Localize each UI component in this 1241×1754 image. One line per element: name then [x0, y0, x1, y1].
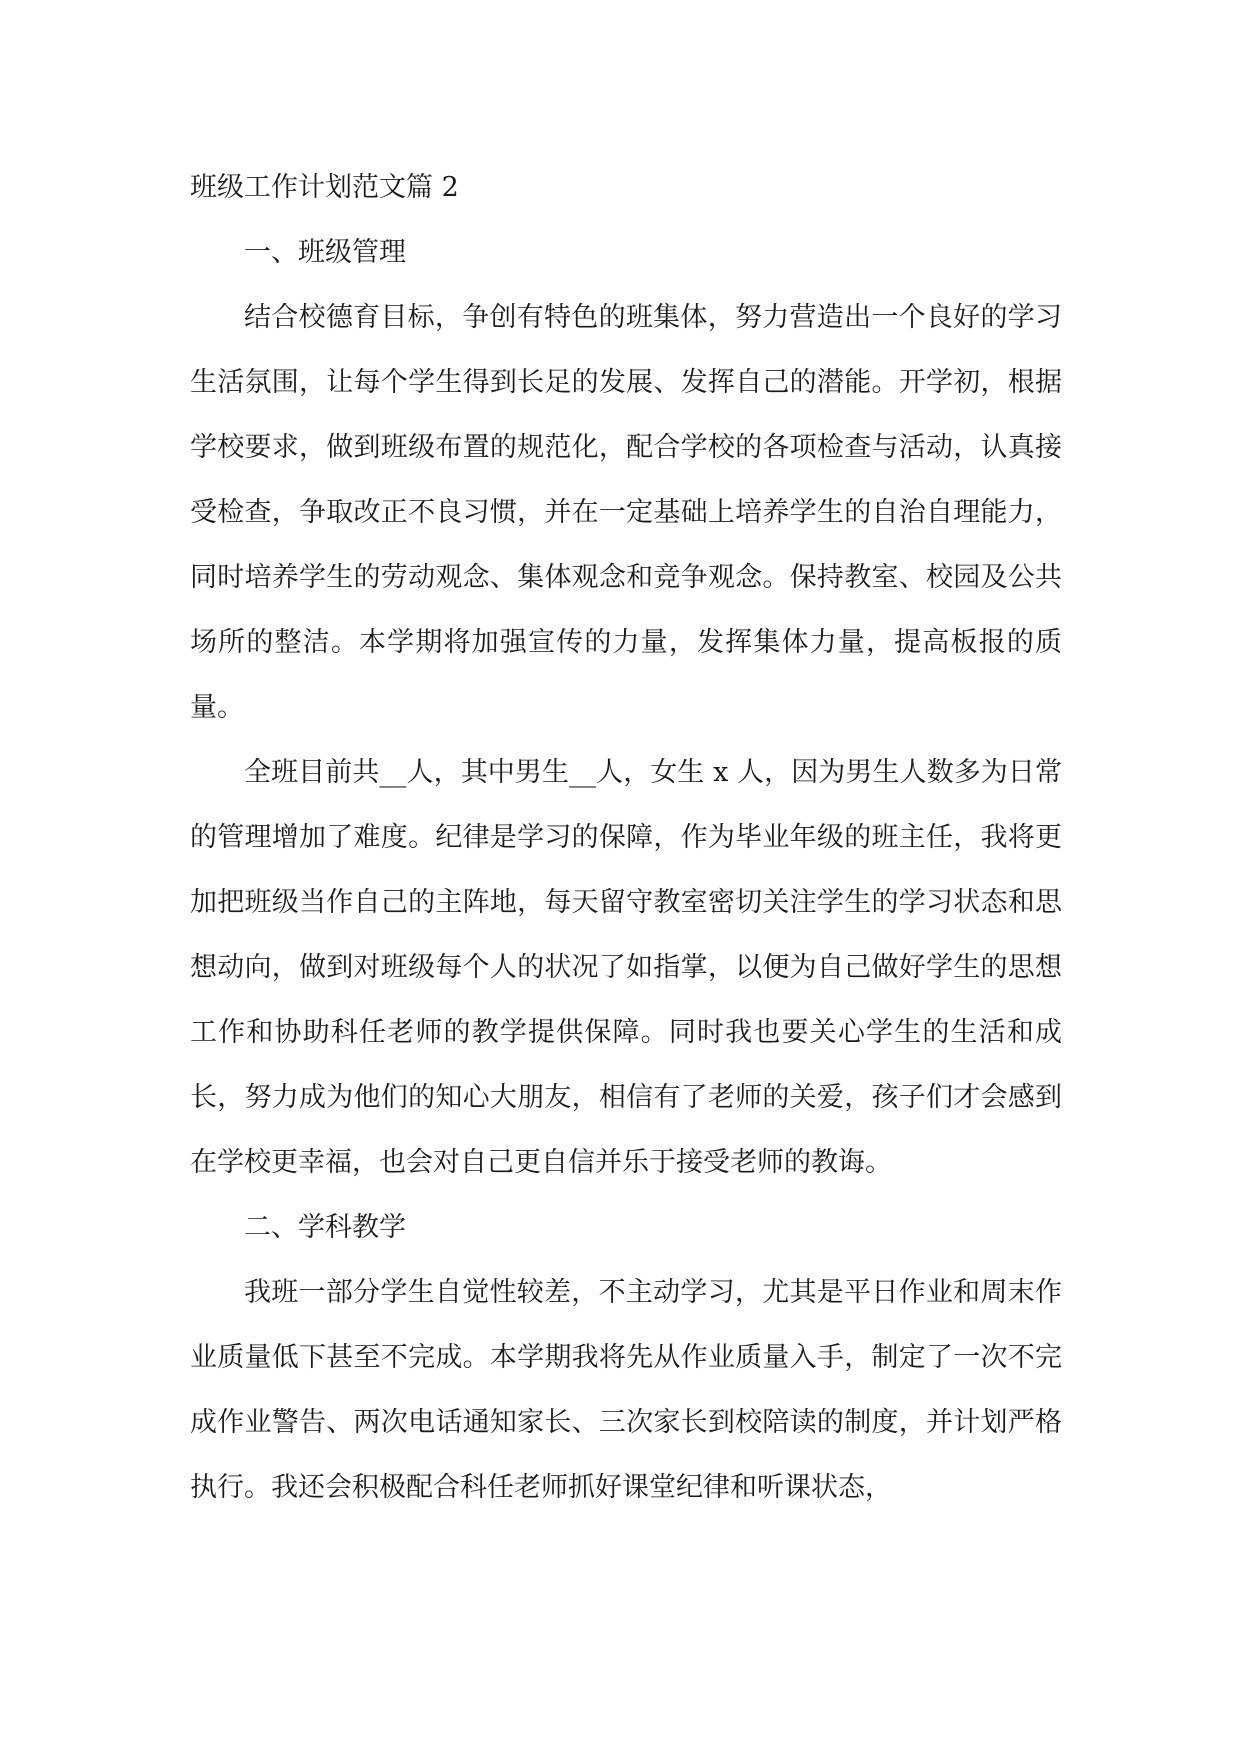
section-heading: 二、学科教学 — [244, 1212, 406, 1243]
paragraph: 全班目前共__人，其中男生__人，女生 x 人，因为男生人数多为日常的管理增加了难度。纪律是学习的保障，作为毕业年级的班主任，我将更加把班级当作自己的主阵地，每天留守教室密切关注学生的学习状态和思想动向，做到对班级每个人的状况了如指掌，以便为自己做好学生的思想工作和协助科任老师的教学提供保障。同时我也要关心学生的生活和成长，努力成为他们的知心大朋友，相信有了老师的关爱，孩子们才会感到在学校更幸福，也会对自己更自信并乐于接受老师的教诲。 — [190, 757, 1062, 1178]
document-body — [190, 155, 1062, 1520]
paragraph: 结合校德育目标，争创有特色的班集体，努力营造出一个良好的学习生活氛围，让每个学生得到长足的发展、发挥自己的潜能。开学初，根据学校要求，做到班级布置的规范化，配合学校的各项检查与活动，认真接受检查，争取改正不良习惯，并在一定基础上培养学生的自治自理能力，同时培养学生的劳动观念、集体观念和竞争观念。保持教室、校园及公共场所的整洁。本学期将加强宣传的力量，发挥集体力量，提高板报的质量。 — [190, 302, 1062, 723]
document-title: 班级工作计划范文篇 2 — [190, 172, 459, 203]
paragraph: 我班一部分学生自觉性较差，不主动学习，尤其是平日作业和周末作业质量低下甚至不完成。本学期我将先从作业质量入手，制定了一次不完成作业警告、两次电话通知家长、三次家长到校陪读的制度，并计划严格执行。我还会积极配合科任老师抓好课堂纪律和听课状态， — [190, 1277, 1062, 1503]
section-class-management — [190, 220, 1062, 1195]
section-subject-teaching — [190, 1195, 1062, 1520]
section-heading: 一、班级管理 — [244, 237, 406, 268]
